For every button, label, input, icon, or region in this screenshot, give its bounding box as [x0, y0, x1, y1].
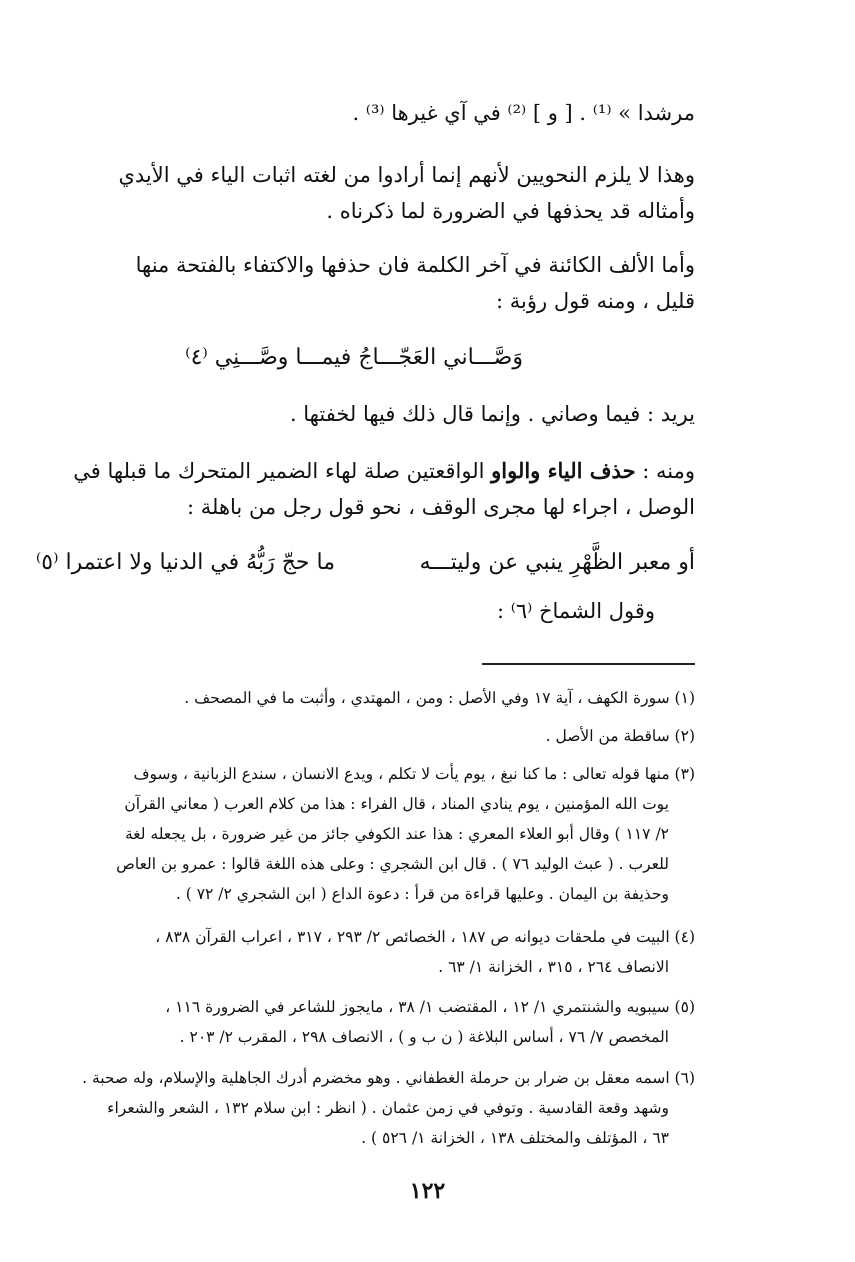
footnote-1-line-1: (١) سورة الكهف ، آية ١٧ وفي الأصل : ومن ، المهتدي ، وأثبت ما في المصحف . [184, 689, 695, 707]
footnote-6-line-1: (٦) اسمه معقل بن ضرار بن حرملة الغطفاني . وهو مخضرم أدرك الجاهلية والإسلام، وله صحبة . [82, 1069, 695, 1087]
footnote-6-line-3: ٦٣ ، المؤتلف والمختلف ١٣٨ ، الخزانة ١/ ٥٢٦ ) . [361, 1129, 669, 1147]
verse-line-2-second: ما حجّ رَبُّهُ في الدنيا ولا اعتمرا ⁽٥⁾ [35, 550, 335, 575]
body-line-7 [73, 456, 695, 486]
body-line-9: وقول الشماخ ⁽٦⁾ : [496, 599, 655, 623]
verse-line-1: وَصَّـــاني العَجّـــاجُ فيمـــا وصَّـــنِي ⁽٤⁾ [185, 345, 523, 370]
body-line-4: وأما الألف الكائنة في آخر الكلمة فان حذفها والاكتفاء بالفتحة منها [135, 253, 695, 277]
body-line-5: قليل ، ومنه قول رؤبة : [496, 289, 695, 313]
footnote-2-line-1: (٢) ساقطة من الأصل . [545, 727, 695, 745]
footnote-4-line-1: (٤) البيت في ملحقات ديوانه ص ١٨٧ ، الخصائص ٢/ ٢٩٣ ، ٣١٧ ، اعراب القرآن ٨٣٨ ، [155, 928, 695, 946]
body-line-7-prefix: ومنه : [642, 459, 695, 483]
body-line-7-bold: حذف الياء والواو [491, 458, 636, 483]
body-line-2: وهذا لا يلزم النحويين لأنهم إنما أرادوا من لغته اثبات الياء في الأيدي [118, 163, 695, 187]
footnote-4-line-2: الانصاف ٢٦٤ ، ٣١٥ ، الخزانة ١/ ٦٣ . [438, 958, 669, 976]
footnote-3-line-5: وحذيفة بن اليمان . وعليها قراءة من قرأ : دعوة الداع ( ابن الشجري ٢/ ٧٢ ) . [175, 885, 669, 903]
body-line-3: وأمثاله قد يحذفها في الضرورة لما ذكرناه . [326, 199, 695, 223]
footnote-3-line-1: (٣) منها قوله تعالى : ما كنا نبغ ، يوم يأت لا تكلم ، ويدع الانسان ، سندع الزبانية ، وسوف [133, 765, 695, 783]
body-line-7-rest: الواقعتين صلة لهاء الضمير المتحرك ما قبلها في [73, 459, 485, 483]
body-line-6: يريد : فيما وصاني . وإنما قال ذلك فيها لخفتها . [289, 402, 695, 426]
body-line-1: مرشدا » ⁽¹⁾ . [ و ] ⁽²⁾ في آي غيرها ⁽³⁾ . [352, 101, 695, 125]
page-number: ١٢٢ [409, 1178, 446, 1204]
footnote-3-line-3: ٢/ ١١٧ ) وقال أبو العلاء المعري : هذا عند الكوفي جائز من غير ضرورة ، بل يجعله لغة [124, 825, 669, 843]
footnote-5-line-2: المخصص ٧/ ٧٦ ، أساس البلاغة ( ن ب و ) ، الانصاف ٢٩٨ ، المقرب ٢/ ٢٠٣ . [179, 1028, 669, 1046]
footnote-5-line-1: (٥) سيبويه والشنتمري ١/ ١٢ ، المقتضب ١/ ٣٨ ، مايجوز للشاعر في الضرورة ١١٦ ، [165, 998, 695, 1016]
footnote-6-line-2: وشهد وقعة القادسية . وتوفي في زمن عثمان . ( انظر : ابن سلام ١٣٢ ، الشعر والشعراء [107, 1099, 669, 1117]
footnote-3-line-4: للعرب . ( عبث الوليد ٧٦ ) . قال ابن الشجري : وعلى هذه اللغة قالوا : عمرو بن العاص [116, 855, 669, 873]
footnote-divider [482, 663, 695, 665]
body-line-8: الوصل ، اجراء لها مجرى الوقف ، نحو قول رجل من باهلة : [186, 495, 695, 519]
verse-line-2-first: أو معبر الظَّهْرِ ينبي عن وليتـــه [419, 550, 695, 575]
footnote-3-line-2: يوت الله المؤمنين ، يوم ينادي المناد ، قال الفراء : هذا من كلام العرب ( معاني القرآن [124, 795, 669, 813]
